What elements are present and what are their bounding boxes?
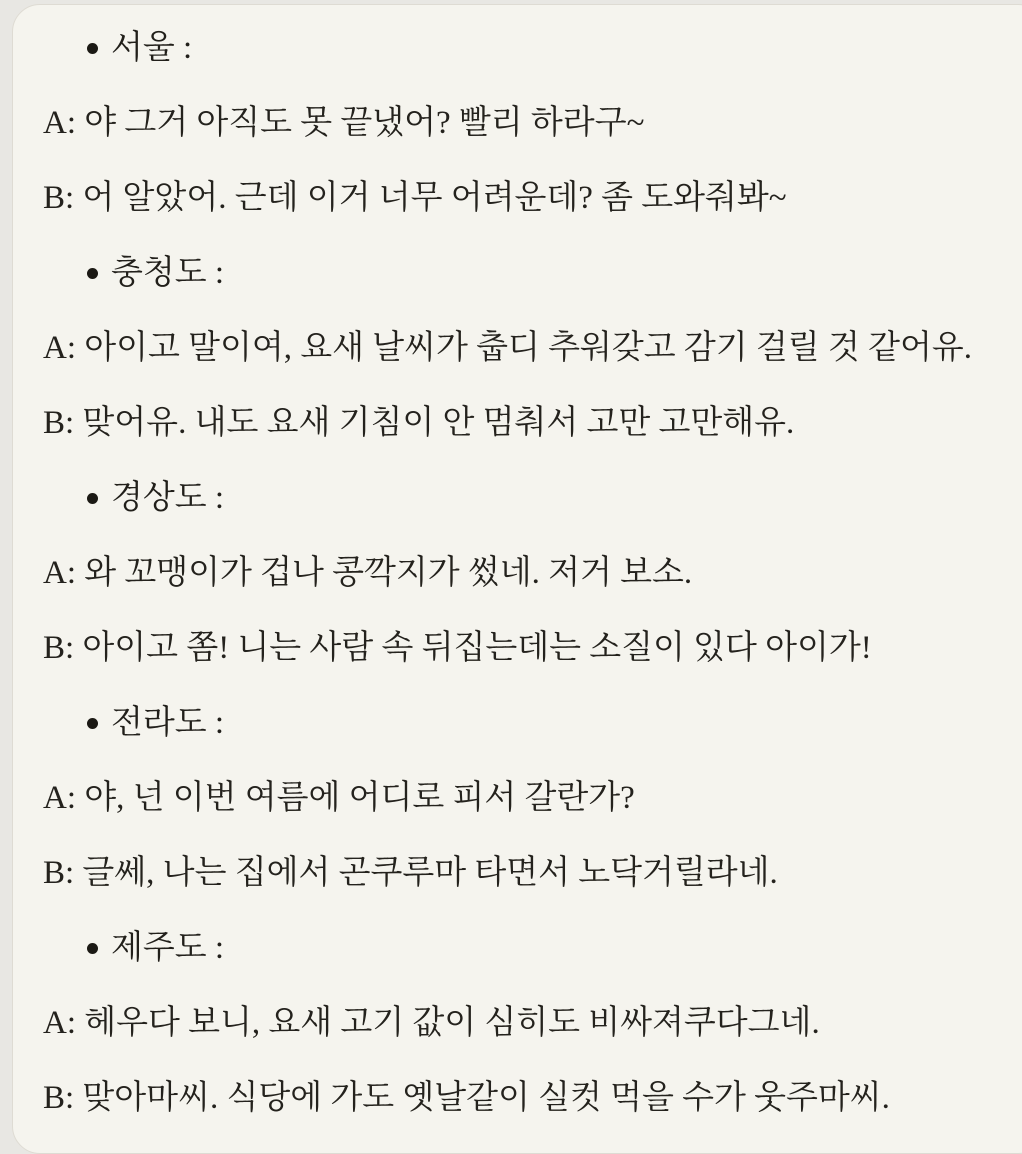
region-bullet-item-seoul [13, 26, 1005, 71]
bullet-icon [87, 718, 98, 729]
bullet-icon [87, 268, 98, 279]
bullet-icon [87, 943, 98, 954]
region-bullet-item-gyeongsang [13, 476, 1005, 521]
dialogue-line-a: A: 아이고 말이여, 요새 날씨가 춥디 추워갖고 감기 걸릴 것 같어유. [43, 330, 972, 366]
dialogue-line-a: A: 야 그거 아직도 못 끝냈어? 빨리 하라구~ [43, 105, 645, 141]
bullet-icon [87, 493, 98, 504]
bullet-icon [87, 43, 98, 54]
region-label: 제주도 : [111, 930, 225, 966]
region-label: 전라도 : [111, 705, 225, 741]
region-label: 서울 : [111, 30, 193, 66]
dialogue-line-a: A: 야, 넌 이번 여름에 어디로 피서 갈란가? [43, 780, 635, 816]
region-bullet-item-chungcheong [13, 251, 1005, 296]
dialogue-line-b: B: 맞아마씨. 식당에 가도 옛날같이 실컷 먹을 수가 웃주마씨. [43, 1080, 890, 1116]
dialogue-line-b: B: 아이고 쫌! 니는 사람 속 뒤집는데는 소질이 있다 아이가! [43, 630, 872, 666]
dialogue-line-a: A: 와 꼬맹이가 겁나 콩깍지가 썼네. 저거 보소. [43, 555, 693, 591]
region-bullet-item-jeolla [13, 701, 1005, 746]
region-label: 경상도 : [111, 480, 225, 516]
dialogue-line-b: B: 어 알았어. 근데 이거 너무 어려운데? 좀 도와줘봐~ [43, 180, 787, 216]
dialogue-line-b: B: 글쎄, 나는 집에서 곤쿠루마 타면서 노닥거릴라네. [43, 855, 778, 891]
dialogue-line-a: A: 헤우다 보니, 요새 고기 값이 심히도 비싸져쿠다그네. [43, 1005, 820, 1041]
dialogue-line-b: B: 맞어유. 내도 요새 기침이 안 멈춰서 고만 고만해유. [43, 405, 795, 441]
region-label: 충청도 : [111, 255, 225, 291]
content-card [12, 4, 1022, 1154]
region-bullet-item-jeju [13, 926, 1005, 971]
